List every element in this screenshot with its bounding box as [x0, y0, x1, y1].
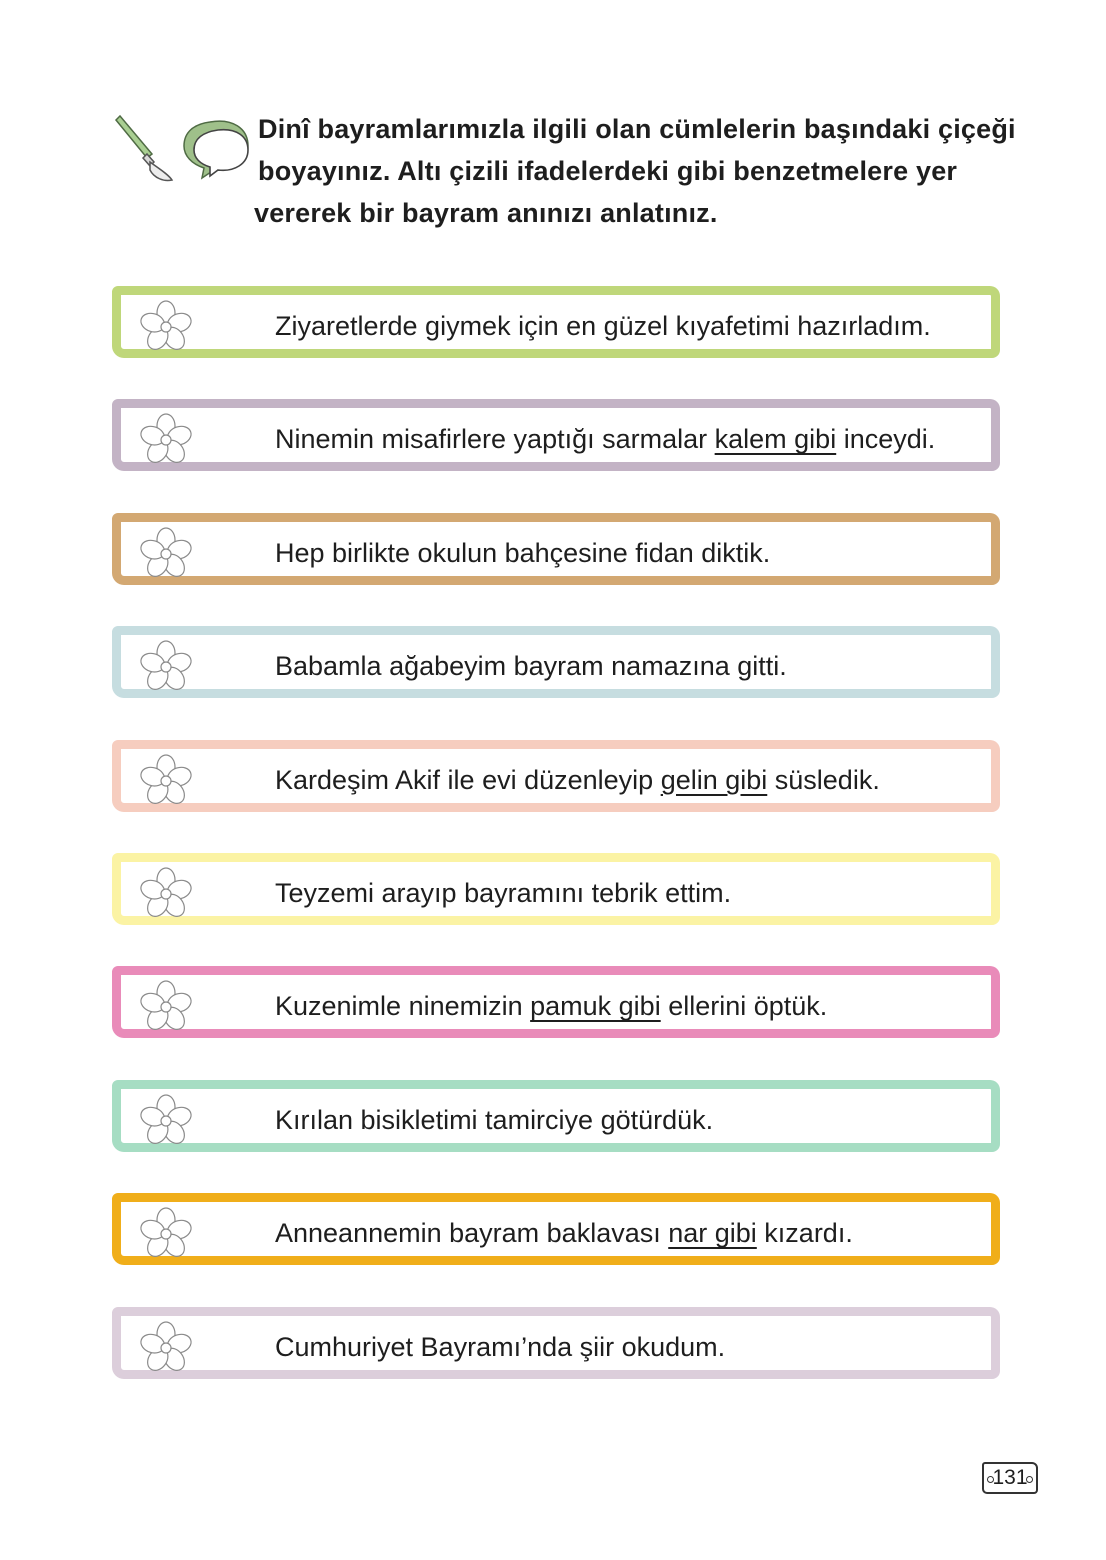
- flower-center[interactable]: [161, 1229, 171, 1239]
- flower-icon[interactable]: [139, 640, 193, 694]
- flower-center[interactable]: [161, 435, 171, 445]
- page-number-text: 131: [992, 1466, 1028, 1489]
- sentence-text: [275, 989, 827, 1023]
- sentence-row: [112, 853, 1000, 925]
- sentence-part: süsledik.: [767, 764, 880, 795]
- flower-center[interactable]: [161, 322, 171, 332]
- sentence-part: Kardeşim Akif ile evi düzenleyip: [275, 764, 661, 795]
- sentence-part: Ziyaretlerde giymek için en güzel kıyafetimi hazırladım.: [275, 311, 931, 341]
- sentence-text: [275, 649, 787, 683]
- flower-icon[interactable]: [139, 1207, 193, 1261]
- sentence-part: kızardı.: [756, 1218, 853, 1249]
- underlined-simile: nar gibi: [668, 1218, 757, 1249]
- instruction-icons: [114, 110, 254, 190]
- heading-line: vererek bir bayram anınızı anlatınız.: [254, 198, 718, 228]
- sentence-part: ellerini öptük.: [660, 991, 828, 1022]
- flower-center[interactable]: [161, 549, 171, 559]
- flower-center[interactable]: [161, 1116, 171, 1126]
- sentence-row: [112, 740, 1000, 812]
- sentence-row: [112, 1307, 1000, 1379]
- sentence-part: Kırılan bisikletimi tamirciye götürdük.: [275, 1104, 714, 1135]
- sentence-text: [275, 876, 731, 910]
- flower-icon[interactable]: [139, 1321, 193, 1375]
- paintbrush-icon: [116, 116, 172, 181]
- flower-icon[interactable]: [139, 980, 193, 1034]
- sentence-row: [112, 399, 1000, 471]
- flower-icon[interactable]: [139, 527, 193, 581]
- heading-line: boyayınız. Altı çizili ifadelerdeki gibi benzetmelere yer: [258, 156, 958, 186]
- sentence-text: [275, 309, 931, 343]
- sentence-row: [112, 966, 1000, 1038]
- heading-line: Dinî bayramlarımızla ilgili olan cümlelerin başındaki çiçeği: [258, 114, 1016, 144]
- underlined-simile: gelin gibi: [660, 764, 768, 795]
- speech-bubble-icon: [184, 121, 248, 178]
- sentence-text: [275, 536, 770, 570]
- sentence-row: [112, 513, 1000, 585]
- sentence-row: [112, 286, 1000, 358]
- sentence-row: [112, 626, 1000, 698]
- sentence-text: [275, 763, 880, 797]
- flower-icon[interactable]: [139, 754, 193, 808]
- flower-icon[interactable]: [139, 867, 193, 921]
- dot-icon: [987, 1476, 994, 1483]
- flower-center[interactable]: [161, 776, 171, 786]
- flower-center[interactable]: [161, 1343, 171, 1353]
- sentence-row: [112, 1193, 1000, 1265]
- instruction-heading: [254, 108, 1038, 234]
- flower-center[interactable]: [161, 1002, 171, 1012]
- sentence-part: Anneannemin bayram baklavası: [275, 1218, 669, 1249]
- sentence-part: Hep birlikte okulun bahçesine fidan diktik.: [275, 537, 771, 568]
- flower-icon[interactable]: [139, 1094, 193, 1148]
- flower-center[interactable]: [161, 889, 171, 899]
- sentence-part: Babamla ağabeyim bayram namazına gitti.: [275, 651, 787, 682]
- sentence-part: Ninemin misafirlere yaptığı sarmalar: [275, 424, 715, 455]
- flower-icon[interactable]: [139, 300, 193, 354]
- sentence-part: Kuzenimle ninemizin: [275, 991, 531, 1022]
- flower-icon[interactable]: [139, 413, 193, 467]
- underlined-simile: pamuk gibi: [530, 991, 661, 1022]
- sentence-part: inceydi.: [836, 424, 936, 455]
- page-number: [982, 1462, 1038, 1494]
- dot-icon: [1026, 1476, 1033, 1483]
- sentence-row: [112, 1080, 1000, 1152]
- sentence-part: Cumhuriyet Bayramı’nda şiir okudum.: [275, 1331, 726, 1362]
- sentence-text: [275, 1330, 725, 1364]
- sentence-part: Teyzemi arayıp bayramını tebrik ettim.: [275, 878, 732, 908]
- sentence-text: [275, 1216, 853, 1250]
- sentence-text: [275, 1103, 713, 1137]
- flower-center[interactable]: [161, 662, 171, 672]
- sentence-text: [275, 422, 935, 456]
- underlined-simile: kalem gibi: [714, 424, 837, 455]
